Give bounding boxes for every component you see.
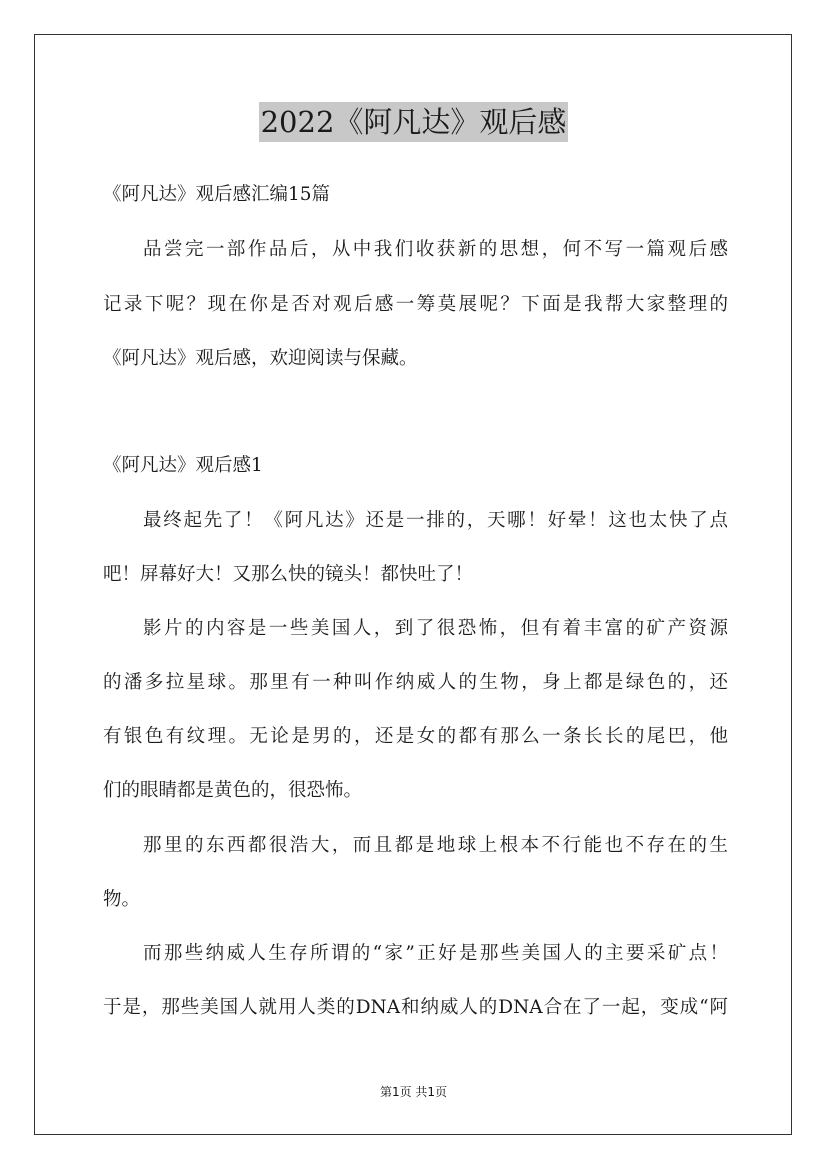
paragraph-line: 们的眼睛都是黄色的，很恐怖。: [103, 780, 363, 801]
paragraph-line: 于是，那些美国人就用人类的DNA和纳威人的DNA合在了一起，变成“阿: [103, 997, 728, 1018]
paragraph-line: 那里的东西都很浩大，而且都是地球上根本不行能也不存在的生: [143, 835, 728, 856]
document-subtitle: 《阿凡达》观后感汇编15篇: [103, 184, 331, 205]
intro-line: 《阿凡达》观后感，欢迎阅读与保藏。: [103, 348, 418, 369]
intro-line: 品尝完一部作品后，从中我们收获新的思想，何不写一篇观后感: [143, 239, 728, 260]
section-heading: 《阿凡达》观后感1: [103, 455, 263, 476]
paragraph-line: 物。: [103, 889, 141, 910]
intro-line: 记录下呢？现在你是否对观后感一筹莫展呢？下面是我帮大家整理的: [103, 294, 728, 315]
paragraph-line: 最终起先了！《阿凡达》还是一排的，天哪！好晕！这也太快了点: [143, 510, 728, 531]
document-title-container: [0, 102, 827, 142]
paragraph-line: 而那些纳威人生存所谓的“家”正好是那些美国人的主要采矿点！: [143, 943, 728, 964]
document-title: 2022《阿凡达》观后感: [259, 102, 569, 142]
paragraph-line: 吧！屏幕好大！又那么快的镜头！都快吐了！: [103, 564, 474, 585]
paragraph-line: 影片的内容是一些美国人，到了很恐怖，但有着丰富的矿产资源: [143, 618, 728, 639]
paragraph-line: 的潘多拉星球。那里有一种叫作纳威人的生物，身上都是绿色的，还: [103, 672, 728, 693]
page-number: 第1页 共1页: [379, 1085, 448, 1099]
paragraph-line: 有银色有纹理。无论是男的，还是女的都有那么一条长长的尾巴，他: [103, 726, 728, 747]
